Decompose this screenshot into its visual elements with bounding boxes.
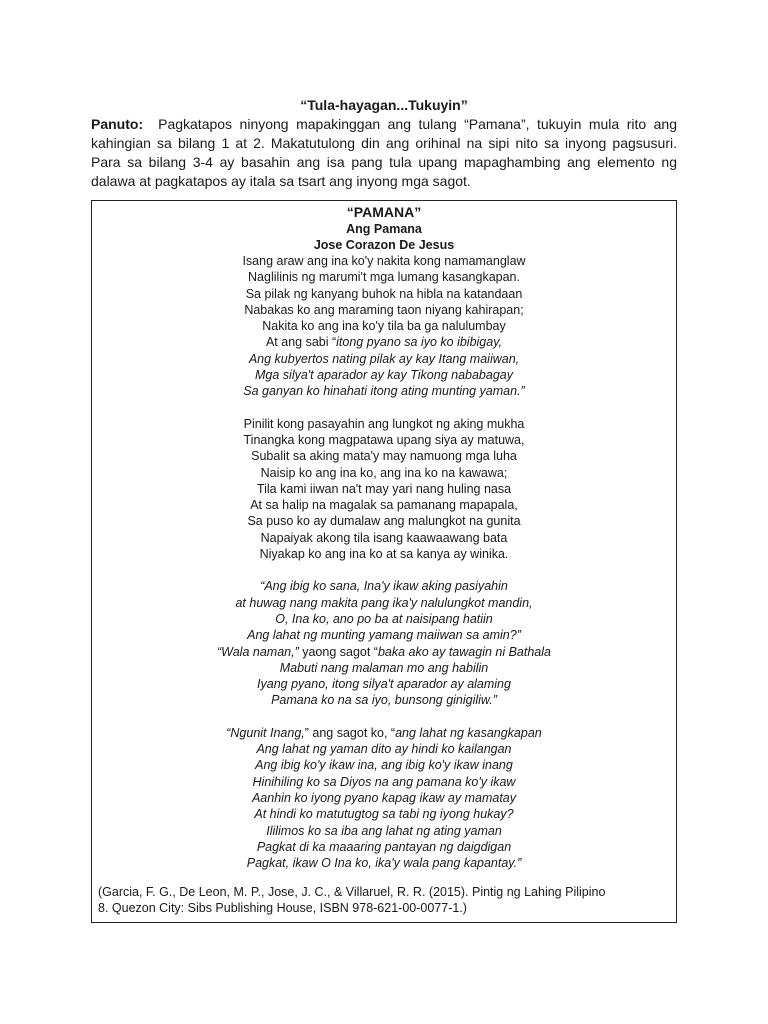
poem-line: Pamana ko na sa iyo, bunsong ginigiliw.”: [271, 693, 497, 708]
poem-line: “Ang ibig ko sana, Ina'y ikaw aking pasiyahin: [260, 579, 508, 594]
instructions-label: Panuto:: [91, 116, 144, 132]
poem-line: Naglilinis ng marumi't mga lumang kasangkapan.: [248, 270, 520, 285]
poem-line: Isang araw ang ina ko'y nakita kong namamanglaw: [242, 254, 526, 268]
poem-heading: “PAMANA”: [346, 204, 422, 220]
poem-line: Tila kami iiwan na't may yari nang huling nasa: [256, 481, 512, 496]
poem-line: Nabakas ko ang maraming taon niyang kahirapan;: [244, 302, 524, 317]
page-title: “Tula-hayagan...Tukuyin”: [300, 97, 468, 113]
poem-line: [98, 334, 670, 350]
document-page: [91, 96, 677, 923]
poem-line: Ililimos ko sa iba ang lahat ng ating yaman: [266, 823, 502, 838]
poem-line: Sa pilak ng kanyang buhok na hibla na katandaan: [245, 286, 523, 301]
poem-line: Naisip ko ang ina ko, ang ina ko na kawawa;: [260, 465, 508, 480]
poem-line: Ang ibig ko'y ikaw ina, ang ibig ko'y ikaw inang: [255, 758, 513, 773]
poem-line: Tinangka kong magpatawa upang siya ay matuwa,: [243, 432, 525, 447]
stanza-4: [98, 725, 670, 872]
stanza-1: [98, 253, 670, 400]
poem-line: Aanhin ko iyong pyano kapag ikaw ay mamatay: [251, 790, 517, 805]
poem-box: [91, 200, 677, 923]
citation: [98, 884, 670, 916]
poem-line: Pinilit kong pasayahin ang lungkot ng aking mukha: [243, 416, 525, 431]
poem-line: Nakita ko ang ina ko'y tila ba ga nalulumbay: [262, 319, 506, 334]
poem-line-part: “Wala naman,”: [216, 644, 299, 659]
poem-line: Hinihiling ko sa Diyos na ang pamana ko'y ikaw: [252, 774, 516, 789]
poem-line: Iyang pyano, itong silya't aparador ay alaming: [257, 677, 511, 692]
poem-line: Napaiyak akong tila isang kaawaawang bata: [260, 530, 508, 545]
stanza-2: [98, 416, 670, 563]
poem-line: O, Ina ko, ano po ba at naisipang hatiin: [275, 611, 493, 626]
poem-line: Subalit sa aking mata'y may namuong mga luha: [251, 449, 517, 464]
poem-line: Pagkat di ka maaaring pantayan ng daigdigan: [256, 839, 512, 854]
poem-author: Jose Corazon De Jesus: [313, 238, 455, 252]
poem-line-part: “Ngunit Inang,: [226, 725, 305, 740]
poem-line: [98, 644, 670, 660]
poem-subtitle: Ang Pamana: [346, 222, 422, 236]
poem-line: Pagkat, ikaw O Ina ko, ika'y wala pang kapantay.”: [246, 856, 522, 871]
poem-line: [98, 725, 670, 741]
stanza-3: [98, 578, 670, 708]
poem-line-part: itong pyano sa iyo ko ibibigay,: [336, 335, 503, 350]
poem-line: at huwag nang makita pang ika'y nalulungkot mandin,: [235, 595, 533, 610]
poem-line-part: yaong sagot “: [298, 644, 378, 659]
poem-line-part: At ang sabi “: [265, 335, 337, 350]
poem-line-part: ang lahat ng kasangkapan: [395, 725, 542, 740]
citation-line-2: 8. Quezon City: Sibs Publishing House, ISBN 978-621-00-0077-1.): [98, 901, 467, 916]
poem-line: Mabuti nang malaman mo ang habilin: [279, 660, 489, 675]
poem-line: At hindi ko matutugtog sa tabi ng iyong hukay?: [254, 807, 514, 822]
poem-line-part: baka ako ay tawagin ni Bathala: [377, 644, 551, 659]
poem-line: Ang lahat ng yaman dito ay hindi ko kailangan: [256, 742, 512, 757]
citation-line-1: (Garcia, F. G., De Leon, M. P., Jose, J. C., & Villaruel, R. R. (2015). Pintig ng Lahing Pilipino: [98, 885, 606, 900]
poem-line: Sa ganyan ko hinahati itong ating munting yaman.”: [243, 384, 525, 399]
poem-line: At sa halip na magalak sa pamanang mapapala,: [250, 498, 518, 513]
instructions-paragraph: [91, 115, 677, 191]
poem-line-part: ” ang sagot ko, “: [304, 725, 396, 740]
poem-line: Mga silya't aparador ay kay Tikong nababagay: [255, 368, 513, 383]
poem-line: Ang lahat ng munting yamang maiiwan sa amin?”: [247, 628, 521, 643]
instructions-text: Pagkatapos ninyong mapakinggan ang tulang “Pamana”, tukuyin mula rito ang kahingian sa bilang 1 at 2. Makatutulong din ang orihinal na sipi nito sa inyong pagsusuri. Para sa bilang 3-4 ay basahin ang isa pang tula upang mapaghambing ang elemento ng dalawa at pagkatapos ay itala sa tsart ang inyong mga sagot.: [91, 116, 677, 189]
poem-line: Ang kubyertos nating pilak ay kay Itang maiiwan,: [248, 351, 520, 366]
poem-line: Sa puso ko ay dumalaw ang malungkot na gunita: [247, 514, 521, 529]
poem-line: Niyakap ko ang ina ko at sa kanya ay winika.: [259, 547, 509, 562]
